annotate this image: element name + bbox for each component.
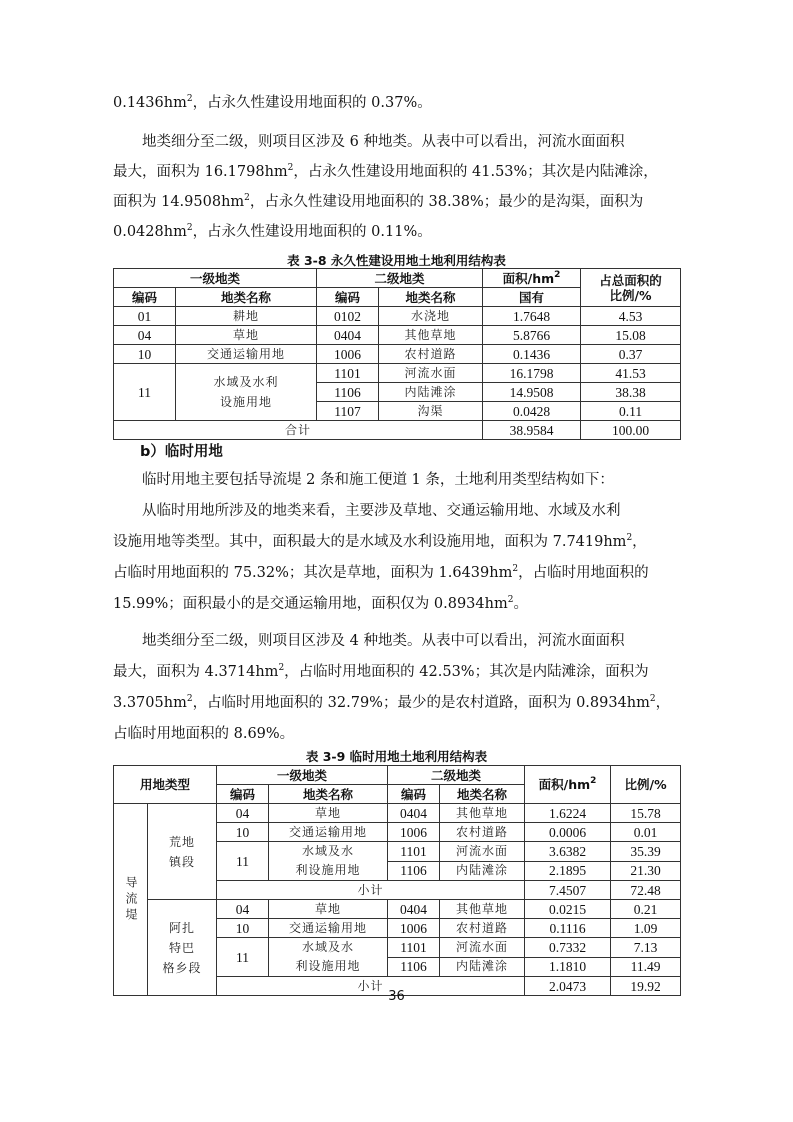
cell-subtotal-label: 小计 <box>217 977 525 996</box>
cell-area: 0.7332 <box>525 938 611 958</box>
paragraph-line: 面积为 $14.9508hm^2$，占永久性建设用地面积的 38.38%；最少的是沟渠，面积为 <box>113 193 644 210</box>
paragraph-line: 从临时用地所涉及的地类来看，主要涉及草地、交通运输用地、水域及水利 <box>142 503 621 519</box>
cell-name2: 其他草地 <box>440 804 525 823</box>
paragraph-line: 占临时用地面积的 75.32%；其次是草地，面积为 $1.6439hm^2$，占临时用地面积的 <box>113 564 649 581</box>
cell-ratio: 7.13 <box>611 938 681 958</box>
cell-name2: 河流水面 <box>379 364 483 383</box>
cell-area: 0.1116 <box>525 919 611 938</box>
cell-name2: 水浇地 <box>379 307 483 326</box>
cell-ratio: 35.39 <box>611 842 681 862</box>
cell-ratio: 11.49 <box>611 957 681 977</box>
cell-code2: 1106 <box>388 861 440 881</box>
cell-subtotal-ratio: 19.92 <box>611 977 681 996</box>
table-row <box>114 804 681 823</box>
cell-code1: 04 <box>217 804 269 823</box>
cell-code2: 1006 <box>388 823 440 842</box>
cell-area: 0.0215 <box>525 900 611 919</box>
paragraph-line: 最大，面积为 $4.3714hm^2$，占临时用地面积的 42.53%；其次是内陆滩涂，面积为 <box>113 663 649 680</box>
header-area: 面积$/hm^2$ <box>483 269 581 288</box>
cell-area: 1.6224 <box>525 804 611 823</box>
header-name: 地类名称 <box>176 288 317 307</box>
header-name: 地类名称 <box>269 785 388 804</box>
cell-code1: 10 <box>114 345 176 364</box>
cell-ratio: 38.38 <box>581 383 681 402</box>
cell-code2: 1106 <box>317 383 379 402</box>
cell-section: 阿扎 特巴 格乡段 <box>148 900 217 996</box>
header-name2: 地类名称 <box>440 785 525 804</box>
header-ratio: 比例/% <box>611 766 681 804</box>
cell-section: 荒地 镇段 <box>148 804 217 900</box>
cell-name1: 草地 <box>269 804 388 823</box>
cell-area: 2.1895 <box>525 861 611 881</box>
cell-area: 1.7648 <box>483 307 581 326</box>
cell-code2: 0404 <box>388 900 440 919</box>
cell-name1: 交通运输用地 <box>269 823 388 842</box>
cell-name2: 农村道路 <box>440 919 525 938</box>
header-ratio: 占总面积的 比例/% <box>581 269 681 307</box>
header-code: 编码 <box>217 785 269 804</box>
cell-area: 3.6382 <box>525 842 611 862</box>
cell-subtotal-area: 2.0473 <box>525 977 611 996</box>
cell-name2: 农村道路 <box>379 345 483 364</box>
cell-name1: 草地 <box>269 900 388 919</box>
cell-name1: 耕地 <box>176 307 317 326</box>
cell-total-area: 38.9584 <box>483 421 581 440</box>
paragraph-line: $0.1436hm^2$，占永久性建设用地面积的 0.37%。 <box>113 94 432 111</box>
cell-name2: 沟渠 <box>379 402 483 421</box>
cell-name2: 农村道路 <box>440 823 525 842</box>
table-3-8 <box>113 268 681 440</box>
cell-code1: 11 <box>217 938 269 977</box>
cell-name2: 其他草地 <box>440 900 525 919</box>
cell-ratio: 15.78 <box>611 804 681 823</box>
cell-code1: 04 <box>217 900 269 919</box>
cell-name1: 水域及水利 设施用地 <box>176 364 317 421</box>
cell-name2: 内陆滩涂 <box>440 957 525 977</box>
cell-area: 0.1436 <box>483 345 581 364</box>
paragraph-line: 地类细分至二级，则项目区涉及 6 种地类。从表中可以看出，河流水面面积 <box>142 134 625 150</box>
cell-total-ratio: 100.00 <box>581 421 681 440</box>
header-area: 面积$/hm^2$ <box>525 766 611 804</box>
cell-total-label: 合计 <box>114 421 483 440</box>
group-label: 导流堤 <box>124 875 138 924</box>
section-heading: b）临时用地 <box>140 444 223 460</box>
table-row <box>114 326 681 345</box>
cell-area: 0.0428 <box>483 402 581 421</box>
cell-name1: 草地 <box>176 326 317 345</box>
cell-name2: 其他草地 <box>379 326 483 345</box>
table-row <box>114 307 681 326</box>
header-code2: 编码 <box>317 288 379 307</box>
header-name2: 地类名称 <box>379 288 483 307</box>
cell-code1: 01 <box>114 307 176 326</box>
cell-code2: 1006 <box>388 919 440 938</box>
paragraph-line: 最大，面积为 $16.1798hm^2$，占永久性建设用地面积的 41.53%；其次是内陆滩涂， <box>113 163 658 180</box>
table-caption: 表 3-9 临时用地土地利用结构表 <box>305 749 488 764</box>
cell-code1: 10 <box>217 823 269 842</box>
cell-ratio: 4.53 <box>581 307 681 326</box>
cell-name1: 交通运输用地 <box>269 919 388 938</box>
cell-subtotal-area: 7.4507 <box>525 881 611 900</box>
cell-area: 1.1810 <box>525 957 611 977</box>
cell-code1: 11 <box>114 364 176 421</box>
cell-code2: 1101 <box>388 938 440 958</box>
cell-ratio: 0.21 <box>611 900 681 919</box>
header-owner: 国有 <box>483 288 581 307</box>
cell-ratio: 1.09 <box>611 919 681 938</box>
cell-code2: 0404 <box>388 804 440 823</box>
cell-code1: 11 <box>217 842 269 881</box>
cell-ratio: 21.30 <box>611 861 681 881</box>
cell-name1: 水域及水 利设施用地 <box>269 842 388 881</box>
cell-subtotal-label: 小计 <box>217 881 525 900</box>
cell-ratio: 15.08 <box>581 326 681 345</box>
paragraph-line: 临时用地主要包括导流堤 2 条和施工便道 1 条，土地利用类型结构如下： <box>142 472 614 488</box>
cell-area: 5.8766 <box>483 326 581 345</box>
paragraph-line: 占临时用地面积的 8.69%。 <box>113 726 295 742</box>
paragraph-line: 设施用地等类型。其中，面积最大的是水域及水利设施用地，面积为 $7.7419hm^2$， <box>113 533 647 550</box>
cell-area: 16.1798 <box>483 364 581 383</box>
table-row <box>114 364 681 383</box>
cell-code1: 10 <box>217 919 269 938</box>
cell-subtotal-ratio: 72.48 <box>611 881 681 900</box>
cell-ratio: 41.53 <box>581 364 681 383</box>
table-row <box>114 345 681 364</box>
table-3-9 <box>113 765 681 996</box>
cell-code2: 1107 <box>317 402 379 421</box>
cell-code2: 1006 <box>317 345 379 364</box>
header-level2: 二级地类 <box>317 269 483 288</box>
table-caption: 表 3-8 永久性建设用地土地利用结构表 <box>287 253 506 268</box>
cell-name2: 河流水面 <box>440 938 525 958</box>
total-row <box>114 421 681 440</box>
cell-name2: 内陆滩涂 <box>440 861 525 881</box>
cell-name1: 交通运输用地 <box>176 345 317 364</box>
cell-area: 0.0006 <box>525 823 611 842</box>
cell-ratio: 0.01 <box>611 823 681 842</box>
header-type: 用地类型 <box>114 766 217 804</box>
paragraph-line: $0.0428hm^2$，占永久性建设用地面积的 0.11%。 <box>113 223 432 240</box>
cell-ratio: 0.37 <box>581 345 681 364</box>
cell-code2: 1101 <box>317 364 379 383</box>
cell-code1: 04 <box>114 326 176 345</box>
header-code: 编码 <box>114 288 176 307</box>
paragraph-line: 15.99%；面积最小的是交通运输用地，面积仅为 $0.8934hm^2$。 <box>113 595 528 612</box>
cell-name2: 内陆滩涂 <box>379 383 483 402</box>
header-level1: 一级地类 <box>114 269 317 288</box>
paragraph-line: 地类细分至二级，则项目区涉及 4 种地类。从表中可以看出，河流水面面积 <box>142 633 625 649</box>
table-row <box>114 900 681 919</box>
cell-group <box>114 804 148 996</box>
page-number: 36 <box>388 989 405 1004</box>
cell-code2: 1101 <box>388 842 440 862</box>
cell-ratio: 0.11 <box>581 402 681 421</box>
paragraph-line: $3.3705hm^2$，占临时用地面积的 32.79%；最少的是农村道路，面积为 $0.8934hm^2$， <box>113 694 671 711</box>
cell-area: 14.9508 <box>483 383 581 402</box>
header-level1: 一级地类 <box>217 766 388 785</box>
header-level2: 二级地类 <box>388 766 525 785</box>
cell-name1: 水域及水 利设施用地 <box>269 938 388 977</box>
header-code2: 编码 <box>388 785 440 804</box>
cell-code2: 1106 <box>388 957 440 977</box>
cell-code2: 0404 <box>317 326 379 345</box>
cell-name2: 河流水面 <box>440 842 525 862</box>
cell-code2: 0102 <box>317 307 379 326</box>
